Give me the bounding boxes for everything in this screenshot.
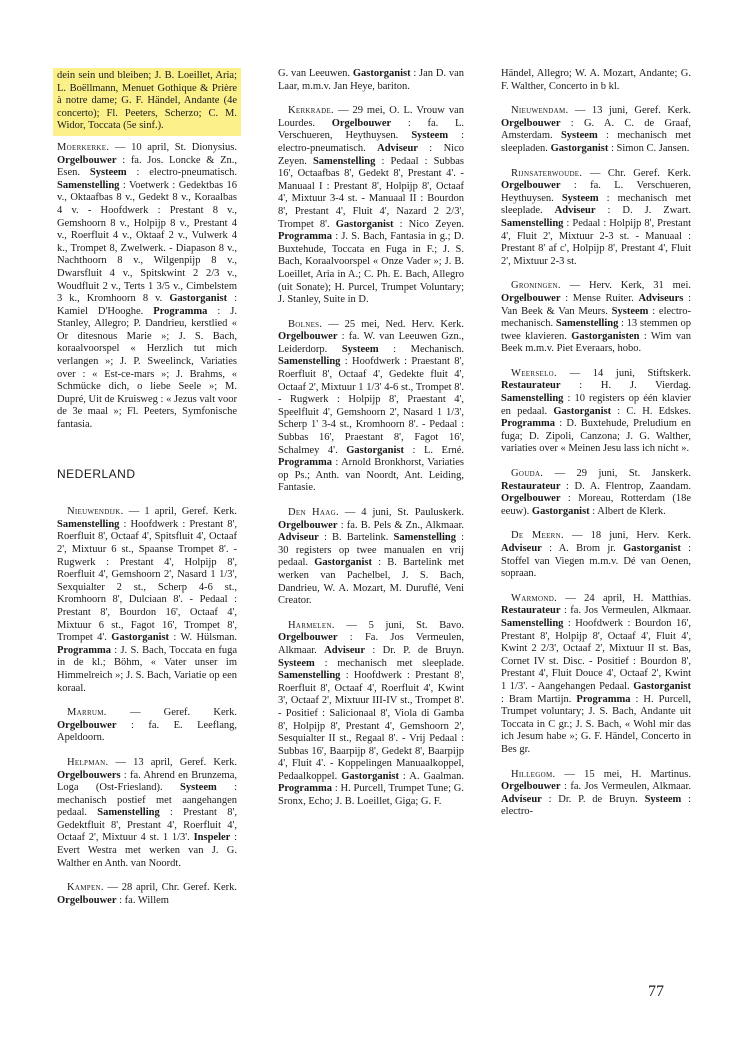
entry-label: Systeem bbox=[611, 305, 649, 317]
entry-rijnsaterwoude bbox=[501, 168, 691, 269]
entry-text: : J. S. Bach, Toccata en fuga in de kl.; Böhm, « Vater unser im Himmelreich »; J. S. Bach, Variatie op een koraal. bbox=[57, 644, 237, 694]
entry-label: Systeem bbox=[644, 793, 682, 805]
entry-kampen-continued bbox=[278, 68, 464, 93]
entry-label: Samenstelling bbox=[312, 155, 376, 167]
entry-text: : Hoofdwerk : Bourdon 16', Prestant 8', Holpijp 8', Octaaf 4', Fluit 4', Kwint 2 2/3', Octaaf 2', Mixtuur II st. Bas, Cornet IV st. Disc. - Positief : Bourdon 8', Prestant 4', Fluit Douce 4', Octaaf 2', Kwint 1 1/3'. - Aangehangen Pedaal. bbox=[501, 617, 691, 692]
entry-text: : 10 registers op één klavier en pedaal. bbox=[501, 393, 691, 417]
page-number: 77 bbox=[648, 983, 664, 1000]
entry-text: : C. H. Edskes. bbox=[611, 405, 692, 417]
entry-text: : electro-mechanisch. bbox=[501, 305, 691, 330]
entry-label: Orgelbouwer bbox=[501, 292, 561, 304]
entry-text: : fa. L. Verschueren, Heythuysen. bbox=[501, 180, 691, 204]
entry-label: Orgelbouwer bbox=[331, 117, 392, 129]
entry-text: : G. A. C. de Graaf, Amsterdam. bbox=[501, 117, 691, 142]
highlight-text: dein sein und bleiben; J. B. Loeillet, Aria; L. Boëllmann, Menuet Gothique & Prière à notre dame; G. F. Händel, Andante (4e concerto); Fl. Peeters, Scherzo; C. M. Widor, Toccata (5e sinf.). bbox=[57, 70, 237, 132]
entry-label: Orgelbouwer bbox=[57, 719, 117, 731]
entry-text: — Chr. Geref. Kerk. bbox=[582, 167, 691, 179]
entry-label: Restaurateur bbox=[501, 605, 561, 617]
entry-label: Samenstelling bbox=[57, 179, 120, 191]
entry-harmelen bbox=[278, 620, 464, 809]
entry-label: Orgelbouwer bbox=[501, 781, 561, 793]
entry-label: Samenstelling bbox=[501, 217, 564, 229]
entry-text: — 13 juni, Geref. Kerk. bbox=[568, 105, 691, 117]
entry-text: : Mense Ruiter. bbox=[560, 292, 639, 304]
entry-text: : H. Purcell, Trumpet voluntary; J. S. Bach, Andante uit Toccata in C gr.; J. S. Bach, « Wohl mir das ich Jesum habe »; G. F. Händel, Concerto in Bes gr. bbox=[501, 693, 691, 755]
entry-label: Programma bbox=[278, 231, 333, 243]
place-name: Nieuwendijk. bbox=[67, 506, 124, 518]
entry-text: : H. Purcell, Trumpet Tune; G. Sronx, Echo; J. B. Loeillet, Giga; G. F. bbox=[278, 783, 464, 808]
place-name: Kampen. bbox=[67, 882, 104, 894]
entry-label: Gastorganist bbox=[352, 68, 411, 79]
entry-text: : Hoofdwerk : Prestant 8', Roerfluit 8', Octaaf 4', Spitsfluit 4', Octaaf 2', Mixtuur 6 st., Spaanse Trompet 8'. - Rugwerk : Prestant 4', Holpijp 8', Roerfluit 4', Gemshoorn 2', Nasard 1 1/3', Sexquialter 2 st., Scherp 4-6 st., Kromhoorn 8', Dulciaan 8'. - Pedaal : Prestant 8', Bourdon 16', Octaaf 4', Mixtuur 6 st., Fagot 16', Trompet 8', Trompet 4'. bbox=[57, 518, 237, 644]
entry-label: Restaurateur bbox=[501, 380, 561, 392]
entry-label: Orgelbouwer bbox=[501, 117, 561, 129]
entry-text: : Mechanisch. bbox=[378, 343, 464, 355]
entry-text: — 10 april, St. Dionysius. bbox=[109, 141, 237, 153]
entry-text: : electro- bbox=[501, 793, 691, 818]
entry-text: : Van Beek & Van Meurs. bbox=[501, 292, 691, 317]
entry-text: : Pedaal : Subbas 16', Octaafbas 8', Gedekt 8', Prestant 4'. - Manuaal I : Prestant 8', Holpijp 8', Octaaf 4', Mixtuur 3-4 st. - Manuaal II : Bourdon 8', Prestant 4', Fluit 4', Nazard 2 2/3', Trompet 8'. bbox=[278, 155, 464, 230]
entry-de-meern bbox=[501, 530, 691, 580]
entry-label: Orgelbouwers bbox=[57, 769, 121, 781]
entry-label: Adviseurs bbox=[638, 292, 684, 304]
entry-kampen bbox=[57, 882, 237, 907]
entry-text: — 14 juni, Stiftskerk. bbox=[556, 367, 691, 379]
entry-text: : Hoofdwerk : Prestant 8', Roerfluit 8', Octaaf 4', Roerfluit 4', Kwint 3', Octaaf 2', Mixtuur III-IV st., Trompet 8'. - Positief : Salicionaal 8', Viola di Gamba 8', Holpijp 8', Prestant 4', Gemshoorn 2', Sesquialter II st., Regaal 8'. - Vrij Pedaal : Subbas 16', Baarpijp 8', Gedekt 8', Baarpijp 4', Fluit 4'. - Koppelingen Manuaalkoppel, Pedaalkoppel. bbox=[278, 670, 464, 782]
entry-text: : Nico Zeyen. bbox=[393, 218, 465, 230]
entry-text: : H. J. Vierdag. bbox=[560, 380, 691, 392]
entry-weerselo bbox=[501, 368, 691, 456]
entry-text: — 18 juni, Herv. Kerk. bbox=[563, 530, 692, 542]
entry-label: Gastorganist bbox=[633, 680, 691, 692]
entry-label: Inspeler bbox=[193, 832, 231, 844]
entry-text: : Pedaal : Holpijp 8', Prestant 4', Fluit 2', Mixtuur 2-3 st. - Manuaal : Prestant 8' af c', Holpijp 8', Prestant 4', Fluit 2', Mixtuur 2-3 st. bbox=[501, 217, 691, 267]
entry-label: Samenstelling bbox=[501, 617, 564, 629]
entry-text: : B. Bartelink met werken van Pachelbel, J. S. Bach, Dandrieu, W. A. Mozart, M. Duruflé, Veni Creator. bbox=[278, 557, 464, 607]
place-name: Gouda. bbox=[511, 468, 544, 480]
entry-text: — 28 april, Chr. Geref. Kerk. bbox=[103, 882, 237, 894]
entry-text: : fa. Willem bbox=[116, 894, 169, 906]
entry-label: Orgelbouwer bbox=[278, 519, 338, 531]
entry-label: Orgelbouwer bbox=[57, 894, 117, 906]
entry-text: — 25 mei, Ned. Herv. Kerk. bbox=[322, 318, 464, 330]
entry-label: Adviseur bbox=[501, 793, 542, 805]
entry-text: : D. Buxtehude, Preludium en fuga; D. Zipoli, Canzona; J. G. Walther, variaties over « Meinen Jesu lass ich nicht ». bbox=[501, 418, 691, 455]
entry-text: — 13 april, Geref. Kerk. bbox=[108, 756, 237, 768]
entry-label: Samenstelling bbox=[57, 518, 120, 530]
entry-label: Programma bbox=[57, 644, 112, 656]
entry-warmond bbox=[501, 593, 691, 757]
entry-label: Systeem bbox=[89, 167, 127, 179]
entry-label: Gastorganisten bbox=[571, 330, 640, 342]
entry-text: : electro-pneumatisch. bbox=[126, 167, 237, 179]
entry-text: — 1 april, Geref. Kerk. bbox=[123, 506, 237, 518]
entry-text: : mechanisch met sleepladen. bbox=[501, 130, 691, 154]
entry-harmelen-continued bbox=[501, 68, 691, 93]
entry-text: : W. Hülsman. bbox=[169, 632, 237, 644]
entry-text: : fa. B. Pels & Zn., Alkmaar. bbox=[337, 519, 464, 531]
entry-text: : L. Erné. bbox=[404, 444, 464, 456]
place-name: Nieuwendam. bbox=[511, 105, 569, 117]
entry-marrum bbox=[57, 707, 237, 745]
entry-text: — Herv. Kerk, 31 mei. bbox=[560, 280, 691, 292]
column-3 bbox=[501, 68, 691, 831]
place-name: Moerkerke. bbox=[57, 141, 110, 153]
entry-label: Adviseur bbox=[501, 543, 542, 554]
entry-label: Orgelbouwer bbox=[57, 154, 117, 166]
entry-text: — Geref. Kerk. bbox=[106, 707, 237, 719]
entry-text: : fa. Jos Vermeulen, Alkmaar. bbox=[560, 781, 691, 793]
entry-text: : B. Bartelink. bbox=[318, 532, 394, 544]
entry-text: : J. S. Bach, Fantasia in g.; D. Buxtehude, Toccata en Fuga in F.; J. S. Bach, Koraalvoorspel « Onze Vader »; J. B. Loeillet, Aria in A.; C. Ph. E. Bach, Allegro (uit Sonate); H. Purcel, Trumpet Voluntary; J. Stanley, Suite in D. bbox=[278, 231, 464, 306]
place-name: De Meern. bbox=[511, 530, 564, 542]
entry-helpman bbox=[57, 757, 237, 870]
entry-label: Systeem bbox=[341, 343, 379, 355]
entry-label: Programma bbox=[501, 418, 556, 430]
entry-text: : 30 registers op twee manualen en vrij pedaal. bbox=[278, 532, 464, 569]
entry-text: : Prestant 8', Gedektfluit 8', Prestant 4', Roerfluit 4', Octaaf 2', Mixtuur 4 st. 1 1/3'. bbox=[57, 807, 237, 844]
entry-text: — 4 juni, St. Pauluskerk. bbox=[338, 507, 464, 518]
entry-label: Orgelbouwer bbox=[501, 493, 561, 505]
place-name: Warmond. bbox=[511, 592, 558, 604]
entry-text: : fa. Ahrend en Brunzema, Loga (Ost-Friesland). bbox=[57, 769, 237, 794]
entry-text: : fa. E. Leeflang, Apeldoorn. bbox=[57, 719, 237, 744]
entry-moerkerke bbox=[57, 142, 237, 432]
column-1 bbox=[57, 68, 237, 919]
place-name: Groningen. bbox=[511, 280, 561, 292]
place-name: Marrum. bbox=[67, 707, 107, 719]
entry-label: Programma bbox=[278, 783, 333, 795]
entry-text: : A. Gaalman. bbox=[398, 770, 464, 782]
entry-label: Samenstelling bbox=[501, 393, 564, 405]
entry-text: — 29 juni, St. Janskerk. bbox=[543, 468, 691, 480]
entry-text: : Stoffel van Viegen m.m.v. Dé van Oenen, sopraan. bbox=[501, 543, 691, 580]
entry-label: Gastorganist bbox=[531, 505, 590, 517]
entry-text: : Bram Martijn. bbox=[501, 693, 577, 705]
entry-label: Programma bbox=[278, 457, 333, 469]
entry-text: : Jan D. van Laar, m.m.v. Jan Heye, bariton. bbox=[278, 68, 464, 92]
entry-text: : Nico Zeyen. bbox=[278, 142, 464, 167]
entry-text: G. van Leeuwen. bbox=[278, 68, 353, 79]
entry-label: Gastorganist bbox=[341, 770, 399, 782]
entry-text: — 29 mei, O. L. Vrouw van Lourdes. bbox=[278, 105, 464, 129]
entry-text: : Evert Westra met werken van J. G. Walther en Anth. van Noordt. bbox=[57, 832, 237, 869]
place-name: Helpman. bbox=[67, 756, 109, 768]
entry-den-haag bbox=[278, 507, 464, 608]
entry-label: Gastorganist bbox=[111, 632, 170, 644]
entry-label: Samenstelling bbox=[555, 318, 619, 330]
entry-text: : D. J. Zwart. bbox=[595, 205, 691, 217]
entry-text: : Dr. P. de Bruyn. bbox=[365, 644, 464, 656]
entry-nieuwendam bbox=[501, 105, 691, 155]
entry-text: : fa. L. Verschueren, Heythuysen. bbox=[278, 117, 464, 142]
entry-groningen bbox=[501, 280, 691, 356]
entry-text: : J. Stanley, Allegro; P. Dandrieu, kerstlied « Or ditesnous Marie »; J. S. Bach, koraalvoorspel « Herzlich tut mich verlangen »; J. P. Sweelinck, Variaties over : « Est-ce-mars »; J. Brahms, « Schmücke dich, o liebe Seele »; M. Dupré, Uit de Kruisweg : « Jezus valt voor de 3e maal »; Fl. Peeters, Symfonische fantasia. bbox=[57, 305, 237, 431]
entry-text: : fa. Jos Vermeulen, Alkmaar. bbox=[560, 605, 691, 617]
entry-text: : Fa. Jos Vermeulen, Alkmaar. bbox=[278, 632, 464, 656]
entry-label: Programma bbox=[153, 305, 208, 317]
entry-label: Gastorganist bbox=[169, 293, 228, 305]
place-name: Rijnsaterwoude. bbox=[511, 167, 583, 179]
entry-text: : Wim van Beek m.m.v. Piet Everaars, hobo. bbox=[501, 330, 691, 355]
entry-label: Adviseur bbox=[554, 205, 596, 217]
entry-label: Orgelbouwer bbox=[278, 331, 338, 343]
entry-text: : Hoofdwerk : Praestant 8', Roerfluit 8', Octaaf 4', Gedekte fluit 4', Octaaf 2', Mixtuur 1 1/3' 4-6 st., Trompet 8'. - Rugwerk : Holpijp 8', Praestant 4', Speelfluit 4', Gemshoorn 2', Nasard 1 1/3', Scherp 1' 3-4 st., Kromhoorn 8'. - Pedaal : Subbas 16', Praestant 8', Fagot 16', Schalmey 4'. bbox=[278, 356, 464, 456]
place-name: Bolnes. bbox=[288, 318, 323, 330]
entry-label: Orgelbouwer bbox=[278, 632, 338, 644]
entry-label: Gastorganist bbox=[335, 218, 394, 230]
entry-label: Samenstelling bbox=[278, 356, 341, 368]
entry-text: — 15 mei, H. Martinus. bbox=[555, 768, 691, 780]
entry-bolnes bbox=[278, 319, 464, 495]
entry-label: Restaurateur bbox=[501, 480, 561, 492]
entry-label: Gastorganist bbox=[623, 543, 681, 554]
entry-text: : mechanisch met sleeplade. bbox=[501, 192, 691, 217]
place-name: Harmelen. bbox=[288, 619, 335, 631]
entry-label: Gastorganist bbox=[550, 142, 609, 154]
entry-label: Samenstelling bbox=[393, 532, 456, 544]
entry-label: Programma bbox=[576, 693, 631, 705]
entry-label: Systeem bbox=[278, 657, 315, 669]
entry-text: : mechanisch met sleeplade. bbox=[314, 657, 464, 669]
entry-text: Händel, Allegro; W. A. Mozart, Andante; G. F. Walther, Concerto in b kl. bbox=[501, 68, 691, 92]
entry-text: : A. Brom jr. bbox=[541, 543, 624, 554]
entry-hillegom bbox=[501, 769, 691, 819]
entry-label: Gastorganist bbox=[553, 405, 612, 417]
entry-label: Systeem bbox=[180, 782, 217, 794]
entry-text: — 24 april, H. Matthias. bbox=[557, 592, 691, 604]
entry-label: Systeem bbox=[411, 130, 449, 142]
place-name: Hillegom. bbox=[511, 768, 556, 780]
entry-text: : Arnold Bronkhorst, Variaties op Ps.; Anth. van Noordt, Ant. Leiding, Fantasie. bbox=[278, 457, 464, 494]
place-name: Kerkrade. bbox=[288, 105, 334, 117]
highlighted-passage bbox=[53, 68, 241, 136]
entry-nieuwendijk bbox=[57, 506, 237, 695]
section-heading: NEDERLAND bbox=[57, 466, 136, 481]
entry-text: : mechanisch postief met aangehangen pedaal. bbox=[57, 782, 237, 819]
entry-text: : Moreau, Rotterdam (18e eeuw). bbox=[501, 493, 691, 517]
entry-label: Adviseur bbox=[377, 142, 418, 154]
entry-label: Systeem bbox=[560, 130, 598, 142]
entry-label: Orgelbouwer bbox=[501, 180, 561, 192]
entry-text: : Simon C. Jansen. bbox=[608, 142, 690, 154]
entry-label: Systeem bbox=[561, 192, 599, 204]
entry-label: Samenstelling bbox=[97, 807, 160, 819]
entry-text: : Albert de Klerk. bbox=[589, 505, 666, 517]
entry-label: Gastorganist bbox=[346, 444, 404, 456]
entry-text: : Dr. P. de Bruyn. bbox=[541, 793, 645, 805]
entry-label: Samenstelling bbox=[278, 670, 341, 682]
place-name: Den Haag. bbox=[288, 507, 339, 518]
place-name: Weerselo. bbox=[511, 367, 557, 379]
entry-kerkrade bbox=[278, 105, 464, 307]
entry-label: Gastorganist bbox=[314, 557, 372, 569]
entry-text: : electro-pneumatisch. bbox=[278, 130, 465, 154]
column-2 bbox=[278, 68, 464, 821]
entry-text: : Voetwerk : Gedektbas 16 v., Oktaafbas 8 v., Gedekt 8 v., Koraalbas 4 v. - Hoofdwerk : Prestant 8 v., Gemshoorn 8 v., Holpijp 8 v., Prestant 4 v., Roerfluit 4 v., Oktaaf 2 v., Vulwerk 4 k., Trompet 8, Zwelwerk. - Diapason 8 v., Nachthoorn 8 v., Wilgenpijp 8 v., Dwarsfluit 4 v., Spitskwint 2 2/3 v., Woudfluit 2 v., Terts 1 3/5 v., Cimbelstem 3 k., Kromhoorn 8 v. bbox=[57, 179, 237, 305]
entry-label: Adviseur bbox=[278, 532, 319, 544]
entry-text: : fa. W. van Leeuwen Gzn., Leiderdorp. bbox=[278, 331, 464, 355]
entry-label: Adviseur bbox=[324, 644, 365, 656]
entry-text: — 5 juni, St. Bavo. bbox=[334, 619, 464, 631]
entry-text: : D. A. Flentrop, Zaandam. bbox=[560, 480, 691, 492]
entry-gouda bbox=[501, 468, 691, 518]
entry-text: : 13 stemmen op twee klavieren. bbox=[501, 318, 692, 342]
entry-text: : fa. Jos. Loncke & Zn., Esen. bbox=[57, 154, 237, 179]
entry-text: : Kamiel D'Hooghe. bbox=[57, 293, 238, 317]
